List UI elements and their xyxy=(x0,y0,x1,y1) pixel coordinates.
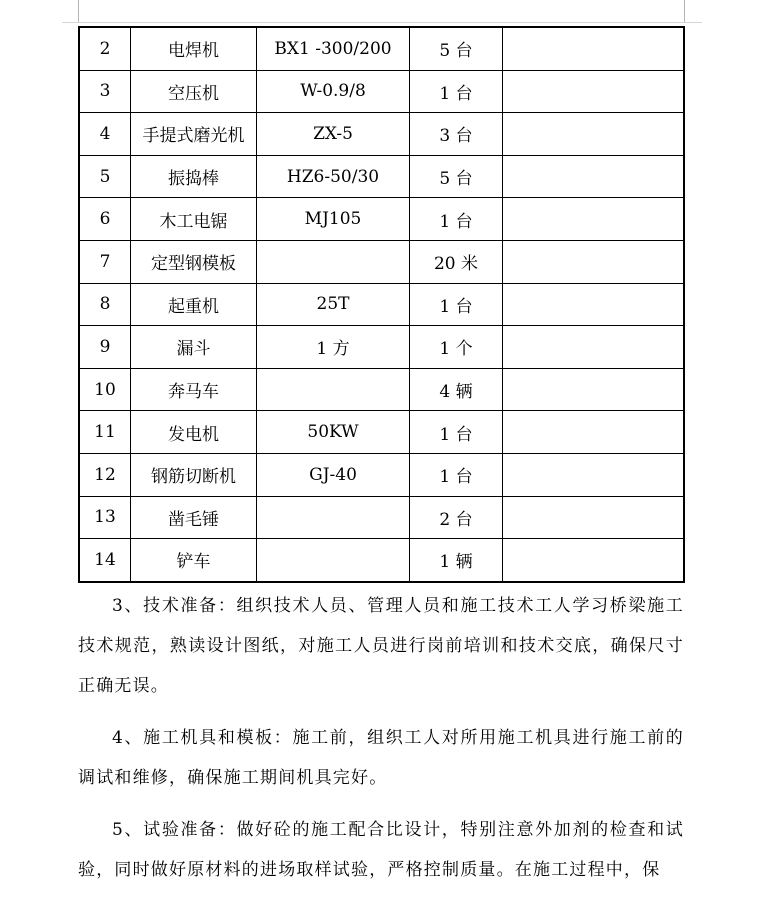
equipment-model xyxy=(257,368,410,411)
equipment-name: 铲车 xyxy=(131,539,257,582)
right-margin-tick xyxy=(684,0,685,22)
equipment-model: W-0.9/8 xyxy=(257,70,410,113)
equipment-note xyxy=(503,539,685,582)
equipment-note xyxy=(503,326,685,369)
equipment-quantity: 5 台 xyxy=(410,27,503,70)
table-row xyxy=(79,326,684,369)
table-row xyxy=(79,240,684,283)
table-row xyxy=(79,155,684,198)
equipment-name: 手提式磨光机 xyxy=(131,113,257,156)
equipment-quantity: 1 辆 xyxy=(410,539,503,582)
equipment-note xyxy=(503,70,685,113)
equipment-model: MJ105 xyxy=(257,198,410,241)
table-row xyxy=(79,496,684,539)
paragraph-technical-preparation: 3、技术准备：组织技术人员、管理人员和施工技术工人学习桥梁施工技术规范，熟读设计图纸，对施工人员进行岗前培训和技术交底，确保尺寸正确无误。 xyxy=(78,596,684,696)
equipment-quantity: 5 台 xyxy=(410,155,503,198)
equipment-note xyxy=(503,27,685,70)
equipment-note xyxy=(503,240,685,283)
equipment-table xyxy=(78,26,685,583)
row-number: 9 xyxy=(79,326,131,369)
equipment-name: 漏斗 xyxy=(131,326,257,369)
equipment-model: 50KW xyxy=(257,411,410,454)
row-number: 10 xyxy=(79,368,131,411)
equipment-name: 振捣棒 xyxy=(131,155,257,198)
equipment-table-body xyxy=(79,27,684,582)
equipment-note xyxy=(503,411,685,454)
row-number: 8 xyxy=(79,283,131,326)
table-row xyxy=(79,453,684,496)
equipment-name: 空压机 xyxy=(131,70,257,113)
equipment-quantity: 1 台 xyxy=(410,70,503,113)
paragraph-test-preparation: 5、试验准备：做好砼的施工配合比设计，特别注意外加剂的检查和试验，同时做好原材料的进场取样试验，严格控制质量。在施工过程中，保 xyxy=(78,820,684,880)
equipment-model: HZ6-50/30 xyxy=(257,155,410,198)
row-number: 2 xyxy=(79,27,131,70)
equipment-name: 木工电锯 xyxy=(131,198,257,241)
equipment-note xyxy=(503,283,685,326)
equipment-model: 25T xyxy=(257,283,410,326)
row-number: 4 xyxy=(79,113,131,156)
table-row xyxy=(79,27,684,70)
row-number: 14 xyxy=(79,539,131,582)
row-number: 12 xyxy=(79,453,131,496)
equipment-name: 奔马车 xyxy=(131,368,257,411)
equipment-quantity: 1 台 xyxy=(410,453,503,496)
equipment-name: 定型钢模板 xyxy=(131,240,257,283)
equipment-quantity: 2 台 xyxy=(410,496,503,539)
equipment-quantity: 1 台 xyxy=(410,283,503,326)
equipment-model xyxy=(257,240,410,283)
equipment-name: 钢筋切断机 xyxy=(131,453,257,496)
equipment-quantity: 3 台 xyxy=(410,113,503,156)
equipment-name: 电焊机 xyxy=(131,27,257,70)
equipment-note xyxy=(503,198,685,241)
equipment-note xyxy=(503,113,685,156)
row-number: 11 xyxy=(79,411,131,454)
row-number: 7 xyxy=(79,240,131,283)
row-number: 3 xyxy=(79,70,131,113)
equipment-note xyxy=(503,368,685,411)
equipment-note xyxy=(503,496,685,539)
equipment-quantity: 1 台 xyxy=(410,198,503,241)
equipment-model: 1 方 xyxy=(257,326,410,369)
row-number: 6 xyxy=(79,198,131,241)
paragraph-tools-and-formwork: 4、施工机具和模板：施工前，组织工人对所用施工机具进行施工前的调试和维修，确保施工期间机具完好。 xyxy=(78,728,684,788)
equipment-model xyxy=(257,539,410,582)
body-text xyxy=(78,586,684,902)
table-row xyxy=(79,70,684,113)
row-number: 13 xyxy=(79,496,131,539)
equipment-quantity: 1 台 xyxy=(410,411,503,454)
table-row xyxy=(79,539,684,582)
equipment-note xyxy=(503,453,685,496)
table-row xyxy=(79,368,684,411)
equipment-model: ZX-5 xyxy=(257,113,410,156)
table-row xyxy=(79,198,684,241)
left-margin-tick xyxy=(78,0,79,22)
equipment-quantity: 20 米 xyxy=(410,240,503,283)
equipment-note xyxy=(503,155,685,198)
equipment-quantity: 4 辆 xyxy=(410,368,503,411)
equipment-model: BX1 -300/200 xyxy=(257,27,410,70)
top-margin-line xyxy=(62,22,702,23)
table-row xyxy=(79,113,684,156)
table-row xyxy=(79,283,684,326)
equipment-model: GJ-40 xyxy=(257,453,410,496)
table-row xyxy=(79,411,684,454)
equipment-model xyxy=(257,496,410,539)
equipment-quantity: 1 个 xyxy=(410,326,503,369)
equipment-name: 起重机 xyxy=(131,283,257,326)
equipment-name: 凿毛锤 xyxy=(131,496,257,539)
equipment-name: 发电机 xyxy=(131,411,257,454)
row-number: 5 xyxy=(79,155,131,198)
